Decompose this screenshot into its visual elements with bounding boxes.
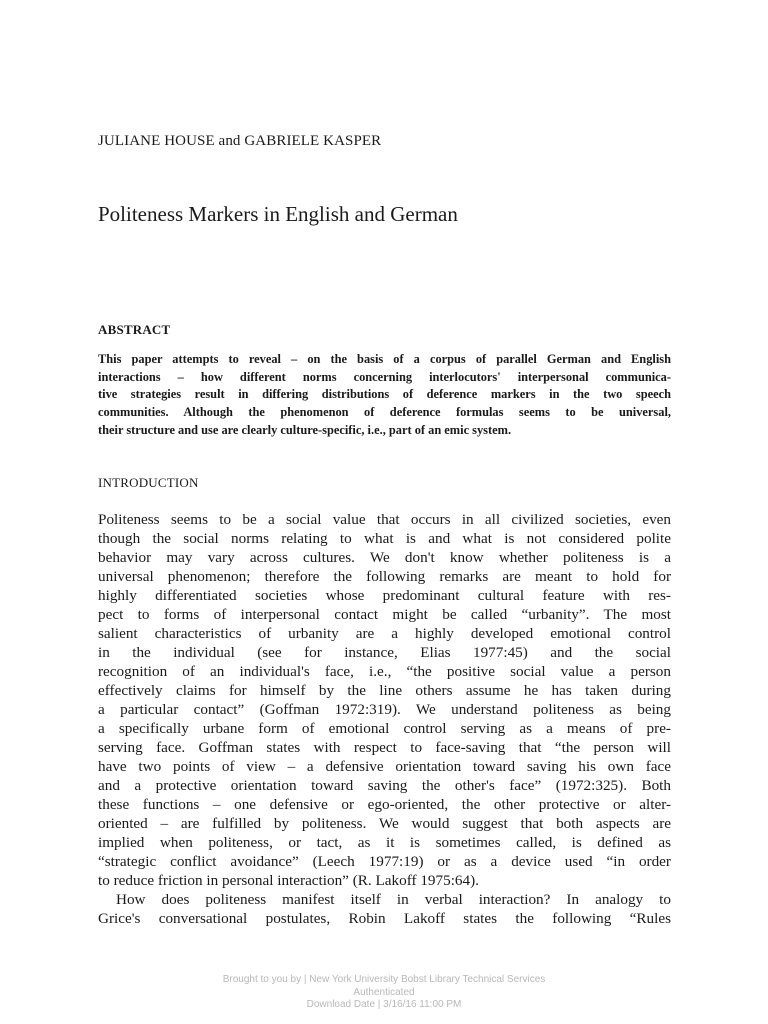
access-watermark [0, 974, 768, 1012]
author-line: JULIANE HOUSE and GABRIELE KASPER [98, 133, 382, 149]
body-line: pect to forms of interpersonal contact might be called “urbanity”. The most [98, 606, 671, 623]
abstract-line: tive strategies result in differing distributions of deference markers in the two speech [98, 387, 671, 402]
introduction-body [98, 510, 671, 928]
body-line: highly differentiated societies whose predominant cultural feature with res- [98, 587, 671, 604]
body-line: these functions – one defensive or ego-oriented, the other protective or alter- [98, 796, 671, 813]
watermark-line: Brought to you by | New York University Bobst Library Technical Services [222, 974, 546, 985]
body-line: recognition of an individual's face, i.e., “the positive social value a person [98, 663, 671, 680]
watermark-line: Authenticated [353, 986, 415, 998]
body-line: Grice's conversational postulates, Robin Lakoff states the following “Rules [98, 910, 671, 927]
body-line: to reduce friction in personal interaction” (R. Lakoff 1975:64). [98, 872, 479, 889]
body-line: How does politeness manifest itself in verbal interaction? In analogy to [116, 891, 671, 908]
abstract-line: communities. Although the phenomenon of deference formulas seems to be universal, [98, 405, 671, 420]
abstract-body [98, 351, 671, 439]
abstract-line: This paper attempts to reveal – on the basis of a corpus of parallel German and English [98, 352, 671, 366]
body-line: oriented – are fulfilled by politeness. We would suggest that both aspects are [98, 815, 671, 832]
body-line: and a protective orientation toward saving the other's face” (1972:325). Both [98, 777, 671, 794]
body-line: “strategic conflict avoidance” (Leech 1977:19) or as a device used “in order [98, 853, 671, 870]
abstract-line: their structure and use are clearly culture-specific, i.e., part of an emic system. [98, 422, 512, 437]
body-line: universal phenomenon; therefore the following remarks are meant to hold for [98, 568, 671, 585]
paper-title: Politeness Markers in English and German [98, 202, 458, 226]
watermark-line: Download Date | 3/16/16 11:00 PM [306, 999, 462, 1010]
body-line: Politeness seems to be a social value that occurs in all civilized societies, even [98, 511, 671, 528]
abstract-heading: ABSTRACT [98, 322, 171, 337]
body-line: a specifically urbane form of emotional control serving as a means of pre- [98, 720, 671, 737]
body-line: salient characteristics of urbanity are a highly developed emotional control [98, 625, 671, 642]
body-line: a particular contact” (Goffman 1972:319). We understand politeness as being [98, 701, 671, 718]
introduction-heading: INTRODUCTION [98, 475, 199, 490]
body-line: have two points of view – a defensive orientation toward saving his own face [98, 758, 671, 775]
body-line: implied when politeness, or tact, as it is sometimes called, is defined as [98, 834, 671, 851]
body-line: though the social norms relating to what is and what is not considered polite [98, 530, 671, 547]
body-line: serving face. Goffman states with respect to face-saving that “the person will [98, 739, 671, 756]
body-line: effectively claims for himself by the line others assume he has taken during [98, 682, 671, 699]
body-line: behavior may vary across cultures. We don't know whether politeness is a [98, 549, 671, 566]
abstract-line: interactions – how different norms concerning interlocutors' interpersonal communica- [98, 369, 671, 384]
body-line: in the individual (see for instance, Elias 1977:45) and the social [98, 644, 671, 661]
